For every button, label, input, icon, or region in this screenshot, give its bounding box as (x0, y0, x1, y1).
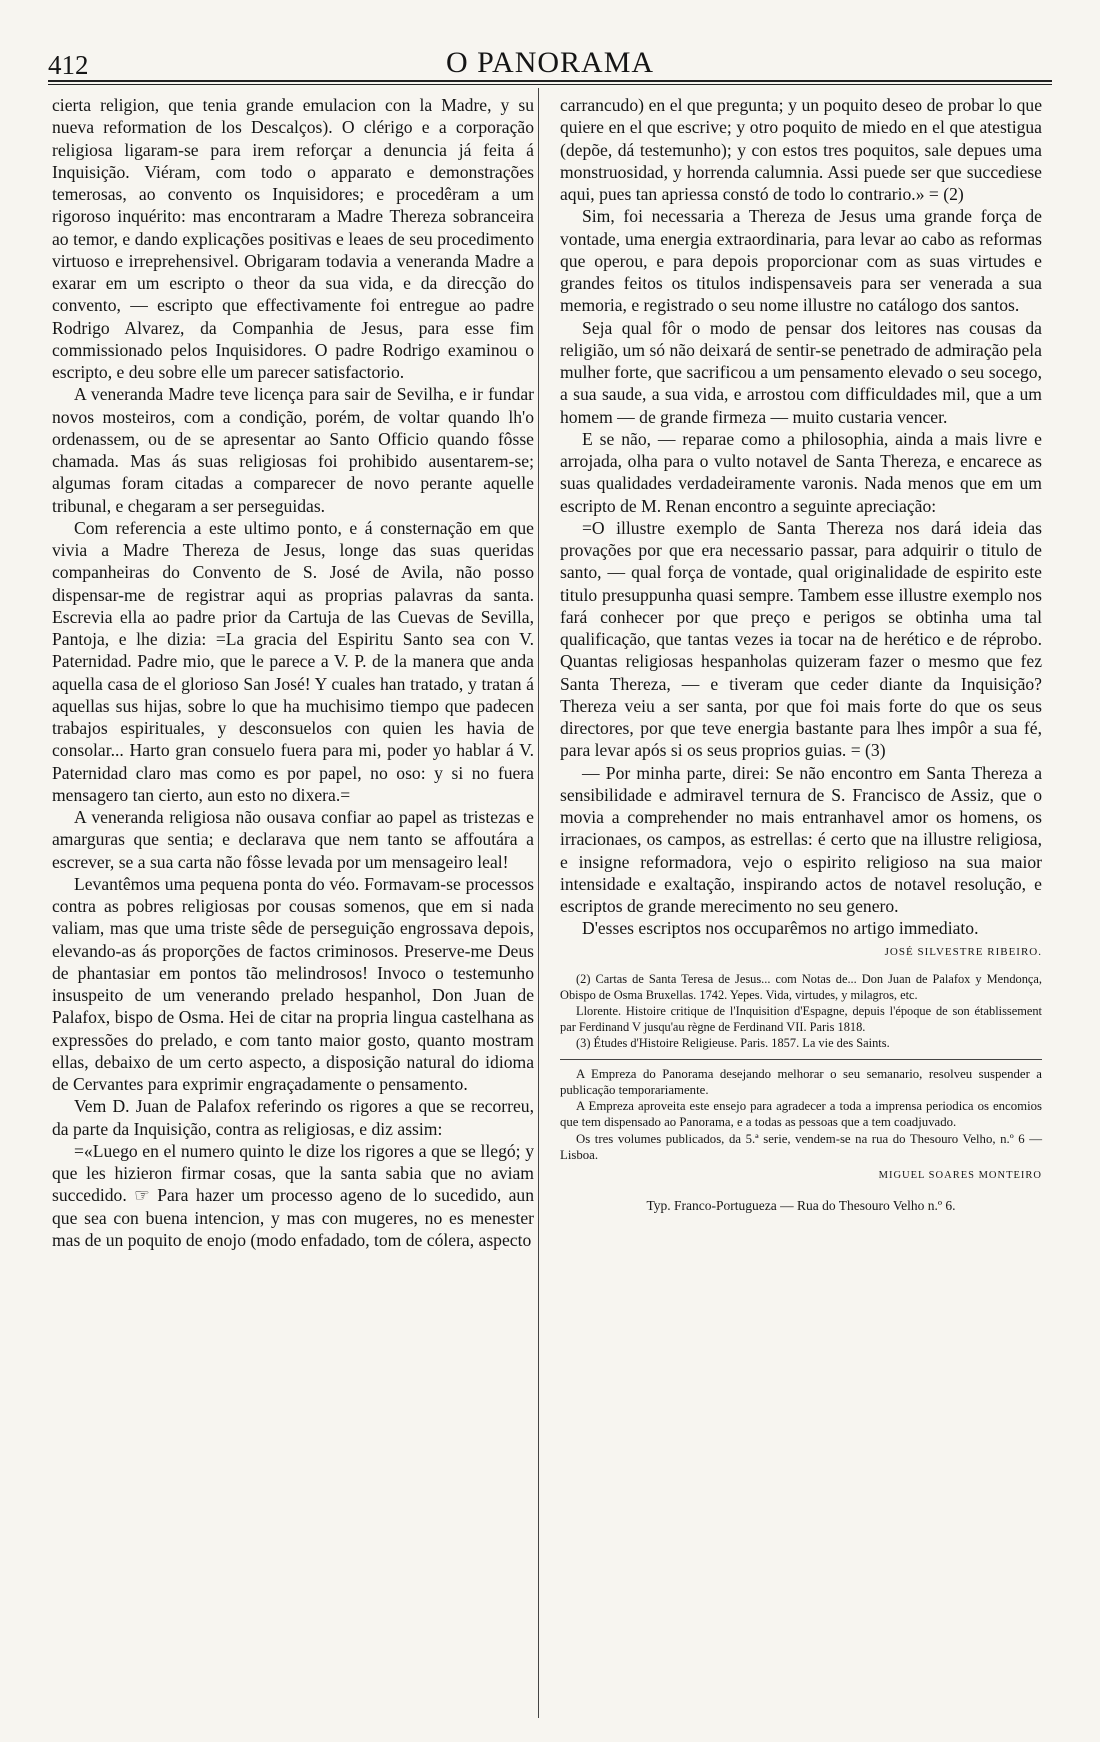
header-rule-thin (48, 84, 1052, 85)
paragraph: Levantêmos uma pequena ponta do véo. Formavam-se processos contra as pobres religiosas por cousas somenos, que em si nada valiam, mas que uma triste sêde de perseguição engrossava depois, elevando-as ás proporções de factos criminosos. Preserve-me Deus de phantasiar em pontos tão melindrosos! Invoco o testemunho insuspeito de um venerando prelado hespanhol, Don Juan de Palafox, bispo de Osma. Hei de citar na propria lingua castelhana as expressões do prelado, e com tanto maior gosto, quanto mostram ellas, debaixo de um certo aspecto, a disposição natural do idioma de Cervantes para exprimir engraçadamente o pensamento. (52, 873, 534, 1094)
column-divider (538, 88, 539, 1718)
notice: Os tres volumes publicados, da 5.ª serie, vendem-se na rua do Thesouro Velho, n.º 6 — Lisboa. (560, 1131, 1042, 1162)
footnote: (3) Études d'Histoire Religieuse. Paris. 1857. La vie des Saints. (576, 1035, 890, 1050)
page-number: 412 (48, 50, 89, 80)
journal-title: O PANORAMA (445, 46, 655, 79)
footnote: Llorente. Histoire critique de l'Inquisition d'Espagne, depuis l'époque de son établissement par Ferdinand V jusqu'au règne de Ferdinand VII. Paris 1818. (560, 1003, 1042, 1034)
left-column (52, 94, 534, 1251)
paragraph: carrancudo) en el que pregunta; y un poquito deseo de probar lo que quiere en el que escrive; y otro poquito de miedo en el que atestigua (depõe, dá testemunho); y con estos tres poquitos, sale depues uma monstruosidad, y horrenda calumnia. Assi puede ser que succediese aqui, pues tan apriessa constó de todo lo contrario.» = (2) (560, 95, 1042, 204)
paragraph: — Por minha parte, direi: Se não encontro em Santa Thereza a sensibilidade e admiravel ternura de S. Francisco de Assiz, que o movia a comprehender no mais entranhavel amor os homens, os irracionaes, os campos, as estrellas: é certo que na illustre religiosa, e insigne reformadora, vejo o espirito religioso na sua maior intensidade e exaltação, inspirando actos de notavel resolução, e escriptos de grande merecimento no seu genero. (560, 762, 1042, 916)
notice: A Empreza do Panorama desejando melhorar o seu semanario, resolveu suspender a publicação temporariamente. (560, 1066, 1042, 1097)
paragraph: =«Luego en el numero quinto le dize los rigores a que se llegó; y que les hizieron firmar cosas, que la santa sabia que no aviam succedido. ☞ Para hazer um processo ageno de lo sucedido, aun que sea con buena intencion, y mas con mugeres, no es menester mas de un poquito de enojo (modo enfadado, tom de cólera, aspecto (52, 1140, 534, 1250)
paragraph: Sim, foi necessaria a Thereza de Jesus uma grande força de vontade, uma energia extraordinaria, para levar ao cabo as reformas que operou, e para depois proporcionar com as suas virtudes e grandes feitos os titulos indispensaveis para ser venerada a sua memoria, e registrado o seu nome illustre no catálogo dos santos. (560, 206, 1042, 316)
author-signature: JOSÉ SILVESTRE RIBEIRO. (884, 945, 1042, 958)
notices-rule (560, 1059, 1042, 1060)
notice: A Empreza aproveita este ensejo para agradecer a toda a imprensa periodica os encomios que tem dispensado ao Panorama, e a todas as pessoas que a tem coadjuvado. (560, 1099, 1042, 1130)
paragraph: Seja qual fôr o modo de pensar dos leitores nas cousas da religião, um só não deixará de sentir-se penetrado de admiração pela mulher forte, que sacrificou a um pensamento elevado o seu socego, a sua saude, a sua vida, e arrostou com difficuldades mil, que a um homem — de grande firmeza — muito custaria vencer. (560, 317, 1042, 427)
publisher-notices (560, 1066, 1042, 1163)
paragraph: Vem D. Juan de Palafox referindo os rigores a que se recorreu, da parte da Inquisição, contra as religiosas, e diz assim: (52, 1096, 534, 1139)
footnotes (560, 971, 1042, 1051)
paragraph: =O illustre exemplo de Santa Thereza nos dará ideia das provações por que era necessario passar, para adquirir o titulo de santo, — qual força de vontade, qual originalidade de espirito este titulo presuppunha quasi sempre. Tambem esse illustre exemplo nos fará conhecer por que preço e perigos se obtinha uma tal qualificação, que tantas vezes ia tocar na de herético e de réprobo. Quantas religiosas hespanholas quizeram fazer o mesmo que fez Santa Thereza, — e tiveram que ceder diante da Inquisição? Thereza veiu a ser santa, por que foi mais forte do que os seus directores, por que teve energia bastante para lhes impôr a sua fé, para levar após si os seus proprios guias. = (3) (560, 517, 1042, 761)
printer-imprint: Typ. Franco-Portugueza — Rua do Thesouro Velho n.º 6. (646, 1198, 956, 1214)
paragraph: A veneranda Madre teve licença para sair de Sevilha, e ir fundar novos mosteiros, com a condição, porém, de voltar quando lh'o ordenassem, ou de se apresentar ao Santo Officio quando fôsse chamada. Mas ás suas religiosas foi prohibido ausentarem-se; algumas foram citadas a comparecer de novo perante aquelle tribunal, e chegaram a ser perseguidas. (52, 384, 534, 516)
paragraph: D'esses escriptos nos occuparêmos no artigo immediato. (582, 918, 979, 939)
paragraph: cierta religion, que tenia grande emulacion con la Madre, y su nueva reformation de los Descalços). O clérigo e a corporação religiosa ligaram-se para irem reforçar a denuncia já feita á Inquisição. Viéram, com todo o apparato e demonstrações temerosas, ao convento os Inquisidores; e procedêram a um rigoroso inquérito: mas encontraram a Madre Thereza sobranceira ao temor, e dando explicações positivas e leaes de seu procedimento virtuoso e irreprehensivel. Obrigaram todavia a veneranda Madre a exarar em um escripto o theor da sua vida, e da direcção do convento, — escripto que effectivamente foi entregue ao padre Rodrigo Alvarez, da Companhia de Jesus, para esse fim commissionado pelos Inquisidores. O padre Rodrigo examinou o escripto, e deu sobre elle um parecer satisfactorio. (52, 95, 534, 382)
paragraph: E se não, — reparae como a philosophia, ainda a mais livre e arrojada, olha para o vulto notavel de Santa Thereza, e encarece as suas qualidades verdadeiramente varonis. Nada menos que em um escripto de M. Renan encontro a seguinte apreciação: (560, 428, 1042, 516)
right-column (560, 94, 1042, 1217)
page-header (48, 44, 1052, 78)
header-rule (48, 80, 1052, 82)
manager-signature: MIGUEL SOARES MONTEIRO (878, 1169, 1042, 1181)
paragraph: Com referencia a este ultimo ponto, e á consternação em que vivia a Madre Thereza de Jesus, longe das suas queridas companheiras do Convento de S. José de Avila, não posso dispensar-me de registrar aqui as proprias palavras da santa. Escrevia ella ao padre prior da Cartuja de las Cuevas de Sevilla, Pantoja, e lhe dizia: =La gracia del Espiritu Santo sea con V. Paternidad. Padre mio, que le parece a V. P. de la manera que anda aquella casa de el glorioso San José! Y cuales han tratado, y tratan á aquellas sus hijas, sobre lo que ha muchisimo tiempo que padecen trabajos espirituales, y desconsuelos con quien les havia de consolar... Harto gran consuelo fuera para mi, poder yo hablar á V. Paternidad claro mas como es por papel, no oso: y si no fuera mensagero tan cierto, aun esto no dixera.= (52, 517, 534, 805)
footnote: (2) Cartas de Santa Teresa de Jesus... com Notas de... Don Juan de Palafox y Mendonça, Obispo de Osma Bruxellas. 1742. Yepes. Vida, virtudes, y milagros, etc. (560, 971, 1042, 1002)
paragraph: A veneranda religiosa não ousava confiar ao papel as tristezas e amarguras que sentia; e declarava que nem tanto se affoutára a escrever, se a sua carta não fôsse levada por um mensageiro leal! (52, 807, 534, 872)
